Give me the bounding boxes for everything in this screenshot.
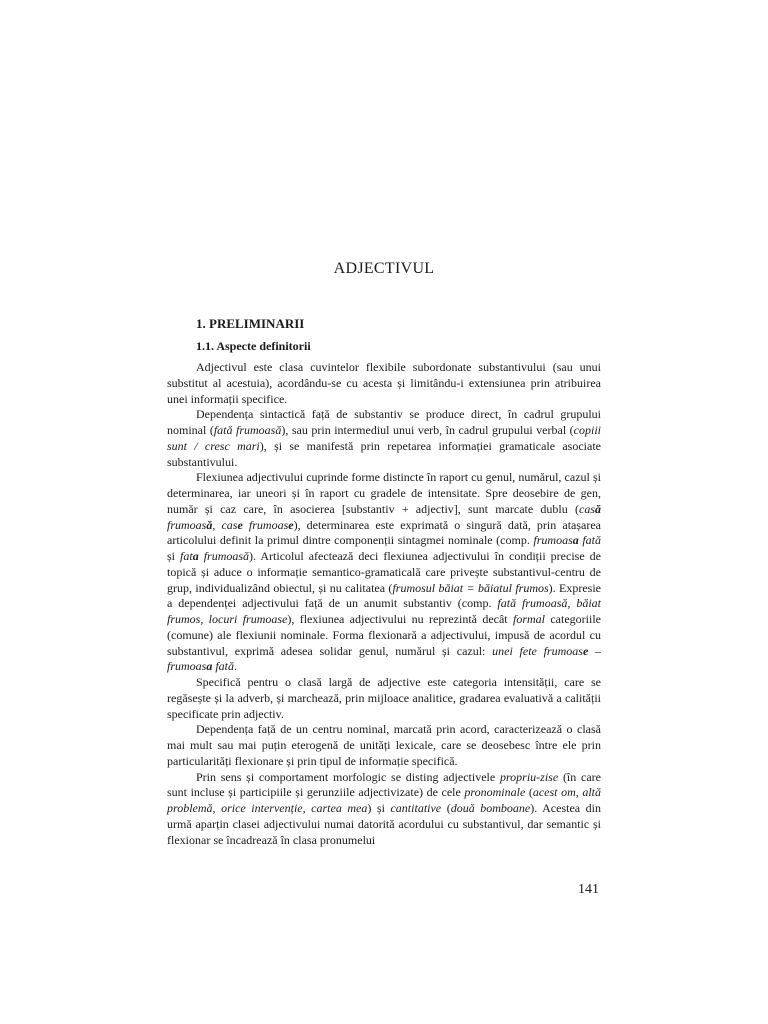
paragraph-4	[167, 675, 601, 722]
text-run: categoriile (comune) ale flexiunii nominale. Forma flexionară a adjectivului, impusă de acordul cu substantivul, exprimă adesea solidar genul, numărul și cazul:	[167, 612, 601, 658]
text-run: Specifică pentru o clasă largă de adjective este categoria intensității, care se regăsește și la adverb, și marchează, prin mijloace analitice, gradarea evaluativă a calității specificate prin adjectiv.	[167, 675, 601, 721]
text-run: Dependența față de un centru nominal, marcată prin acord, caracterizează o clasă mai mult sau mai puțin eterogenă de unități lexicale, care se deosebesc între ele prin particularități flexionare și prin tipul de informație specifică.	[167, 722, 601, 768]
example-text: fată	[212, 659, 235, 674]
text-run: ), sau prin intermediul unui verb, în cadrul grupului verbal (	[281, 423, 574, 437]
section-heading: 1. PRELIMINARII	[196, 316, 305, 331]
paragraph-6	[167, 770, 601, 849]
text-run: .	[234, 659, 238, 674]
example-text: copiii sunt / cresc mari	[167, 423, 601, 453]
inflection-ending: e	[582, 643, 589, 658]
inflection-ending: e	[237, 517, 243, 532]
term-text: cantitative	[390, 801, 442, 815]
example-text: fată frumoasă, băiat frumos, locuri frumoase	[167, 596, 601, 626]
inflection-ending: e	[288, 517, 294, 532]
example-text: două bomboane	[450, 801, 531, 815]
text-run: ) și	[367, 801, 391, 815]
example-text: frumoas	[242, 517, 289, 532]
example-text: unei fete frumoas	[492, 643, 583, 658]
text-run: ). Acestea din urmă aparțin clasei adjectivului numai datorită acordului cu substantivul, dar semantic și flexionar se încadrează în clasa pronumelui	[167, 801, 601, 847]
text-run: ). Expresie a dependenței adjectivului față de un anumit substantiv (comp.	[167, 580, 602, 611]
text-run: și	[167, 549, 181, 563]
text-run: ,	[212, 517, 222, 532]
page-title: ADJECTIVUL	[333, 260, 435, 277]
term-text: propriu-zise	[499, 769, 559, 784]
paragraph-2	[167, 407, 601, 470]
page-number: 141	[578, 882, 599, 897]
example-text: cas	[221, 517, 238, 532]
example-text: fat	[180, 549, 193, 563]
example-text: acest om, altă problemă, orice intervenție, cartea mea	[167, 785, 601, 815]
text-run: ), determinarea este exprimată o singură dată, prin atașarea articolului definit la primul dintre componenții sintagmei nominale (comp.	[167, 517, 602, 548]
paragraph-3	[167, 470, 601, 675]
example-text: fată frumoasă	[213, 423, 282, 437]
text-run: ), flexiunea adjectivului nu reprezintă decât	[287, 612, 513, 626]
body-text	[167, 360, 601, 848]
text-run: (	[441, 801, 451, 815]
text-run: Dependența sintactică față de substantiv se produce direct, în cadrul grupului nominal (	[167, 407, 601, 437]
example-text: frumoas	[167, 659, 207, 674]
example-text: frumosul băiat = băiatul frumos	[392, 580, 549, 595]
example-text: fată	[578, 533, 602, 548]
inflection-ending: a	[572, 533, 579, 548]
example-text: frumoasă	[198, 549, 250, 563]
term-text: pronominale	[464, 785, 526, 800]
example-text: frumoas	[533, 533, 573, 548]
text-run: Adjectivul este clasa cuvintelor flexibile subordonate substantivului (sau unui substitut al acestuia), acordându-se cu acesta și limitându-i extensiunea prin atribuirea unei informații specifice.	[167, 360, 601, 406]
example-text: frumoas	[167, 517, 207, 532]
text-run: (	[525, 785, 533, 800]
text-run: Prin sens și comportament morfologic se disting adjectivele	[196, 769, 500, 784]
inflection-ending: ă	[206, 517, 213, 532]
inflection-ending: ă	[595, 501, 601, 516]
inflection-ending: a	[206, 659, 213, 674]
subsection-heading: 1.1. Aspecte definitorii	[196, 339, 311, 353]
example-text: –	[588, 643, 601, 658]
text-run: ), și se manifestă prin repetarea informației gramaticale asociate substantivului.	[167, 438, 601, 469]
example-text: cas	[579, 501, 595, 516]
paragraph-1	[167, 360, 601, 407]
text-run: ). Articolul afectează deci flexiunea adjectivului în condiții precise de topică și aduce o informație semantico-gramaticală care privește substantivul-centru de grup, individualizând obiectul, și nu calitatea (	[167, 549, 601, 595]
inflection-ending: a	[192, 549, 199, 563]
text-run: (în care sunt incluse și participiile și gerunziile adjectivizate) de cele	[167, 769, 601, 800]
paragraph-5	[167, 722, 601, 769]
emphasis-text: formal	[513, 612, 546, 626]
text-run: Flexiunea adjectivului cuprinde forme distincte în raport cu genul, numărul, cazul și determinarea, iar uneori și în raport cu gradele de intensitate. Spre deosebire de gen, număr și caz care, în asocierea [substantiv + adjectiv], sunt marcate dublu (	[167, 470, 601, 516]
